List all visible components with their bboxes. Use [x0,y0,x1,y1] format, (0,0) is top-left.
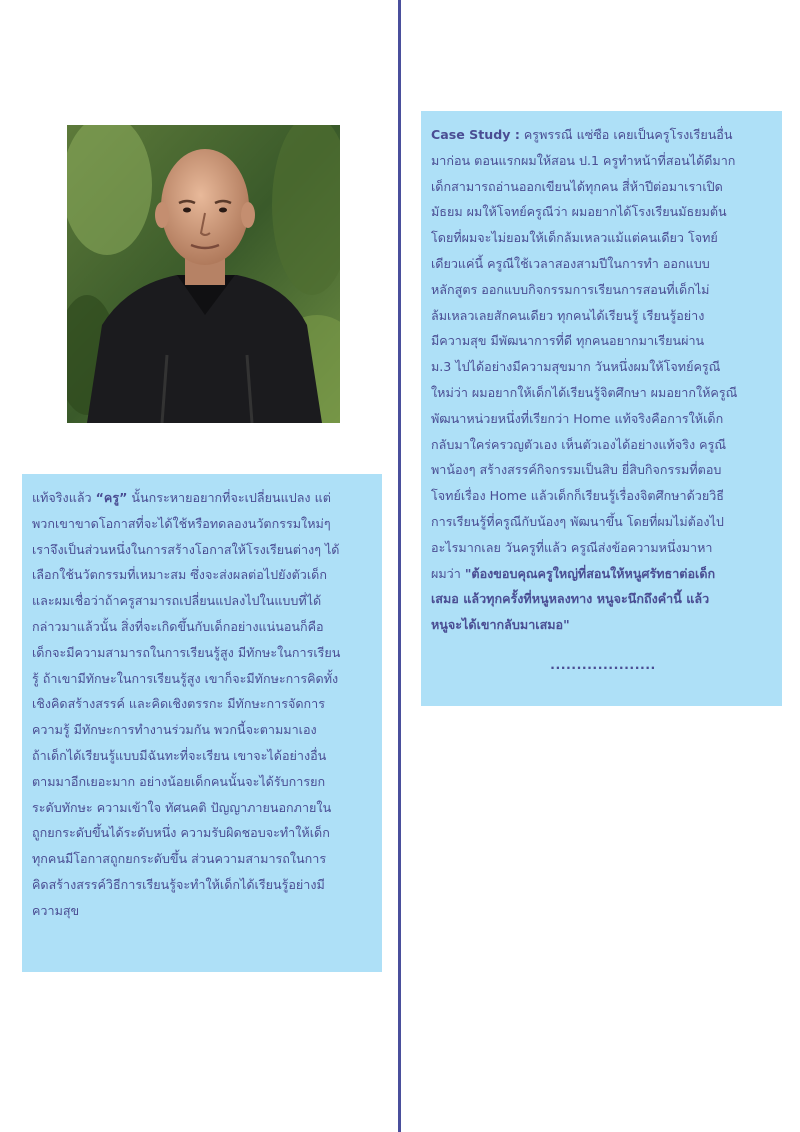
quote-text: เสมอ แล้วทุกครั้งที่หนูหลงทาง หนูจะนึกถึงคำนี้ แล้ว [431,591,710,607]
text-line: มาก่อน ตอนแรกผมให้สอน ป.1 ครูทำหน้าที่สอนได้ดีมาก [431,152,736,168]
case-study-first-line [431,122,775,148]
text-line: ถูกยกระดับขึ้นได้ระดับหนึ่ง ความรับผิดชอบจะทำให้เด็ก [32,825,330,841]
intro-keyword: “ครู” [95,490,128,505]
text-line: ระดับทักษะ ความเข้าใจ ทัศนคติ ปัญญาภายนอกภายใน [32,799,332,815]
text-line: พวกเขาขาดโอกาสที่จะได้ใช้หรือทดลองนวัตกรรมใหม่ๆ [32,515,331,531]
vertical-divider [398,0,401,1132]
text-line: เดียวแค่นี้ ครูณีใช้เวลาสองสามปีในการทำ ออกแบบ [431,255,710,271]
text-line: ทุกคนมีโอกาสถูกยกระดับขึ้น ส่วนความสามารถในการ [32,851,327,867]
case-study-box [421,111,782,706]
text-line: รู้ ถ้าเขามีทักษะในการเรียนรู้สูง เขาก็จะมีทักษะการคิดทั้ง [32,670,339,686]
text-line: เราจึงเป็นส่วนหนึ่งในการสร้างโอกาสให้โรงเรียนต่างๆ ได้ [32,541,340,557]
ellipsis-separator: .................... [550,656,656,672]
text-line: มัธยม ผมให้โจทย์ครูณีว่า ผมอยากได้โรงเรียนมัธยมต้น [431,204,727,220]
text-line: หลักสูตร ออกแบบกิจกรรมการเรียนการสอนที่เด็กไม่ [431,281,710,297]
text-line: ครูพรรณี แซ่ซือ เคยเป็นครูโรงเรียนอื่น [519,127,733,142]
text-line: อะไรมากเลย วันครูที่แล้ว ครูณีส่งข้อความหนึ่งมาหา [431,539,713,555]
text-line: เด็กสามารถอ่านออกเขียนได้ทุกคน สี่ห้าปีต่อมาเราเปิด [431,178,723,194]
text-line: ผมว่า [431,565,465,581]
text-line: และผมเชื่อว่าถ้าครูสามารถเปลี่ยนแปลงไปในแบบที่ได้ [32,593,322,609]
quote-first-line [431,561,775,587]
text-line: พัฒนาหน่วยหนึ่งที่เรียกว่า Home แท้จริงคือการให้เด็ก [431,410,724,426]
quote-text: "ต้องขอบคุณครูใหญ่ที่สอนให้หนูศรัทธาต่อเด็ก [464,565,716,581]
portrait-photo [67,125,340,423]
text-line: กลับมาใคร่ครวญตัวเอง เห็นตัวเองได้อย่างแท้จริง ครูณี [431,436,727,452]
text-line: กล่าวมาแล้วนั้น สิ่งที่จะเกิดขึ้นกับเด็กอย่างแน่นอนก็คือ [32,618,324,634]
text-line: ใหม่ว่า ผมอยากให้เด็กได้เรียนรู้จิตศึกษา ผมอยากให้ครูณี [431,384,738,400]
text-line: คิดสร้างสรรค์วิธีการเรียนรู้จะทำให้เด็กได้เรียนรู้อย่างมี [32,876,325,892]
text-line: โดยที่ผมจะไม่ยอมให้เด็กล้มเหลวแม้แต่คนเดียว โจทย์ [431,230,718,246]
text-line: ความรู้ มีทักษะการทำงานร่วมกัน พวกนี้จะตามมาเอง [32,722,317,738]
text-line: ล้มเหลวเลยสักคนเดียว ทุกคนได้เรียนรู้ เรียนรู้อย่าง [431,307,705,323]
text-line: เด็กจะมีความสามารถในการเรียนรู้สูง มีทักษะในการเรียน [32,644,341,660]
intro-first-line [32,485,376,511]
text-line: การเรียนรู้ที่ครูณีกับน้องๆ พัฒนาขึ้น โดยที่ผมไม่ต้องไป [431,513,724,529]
intro-text-box [22,474,382,972]
text-line: เลือกใช้นวัตกรรมที่เหมาะสม ซึ่งจะส่งผลต่อไปยังตัวเด็ก [32,567,327,583]
intro-lead: แท้จริงแล้ว [32,490,96,505]
text-line: ม.3 ไปได้อย่างมีความสุขมาก วันหนึ่งผมให้โจทย์ครูณี [431,359,721,375]
text-line: ความสุข [32,902,80,918]
text-line: ถ้าเด็กได้เรียนรู้แบบมีฉันทะที่จะเรียน เขาจะได้อย่างอื่น [32,747,327,763]
text-line: พาน้องๆ สร้างสรรค์กิจกรรมเป็นสิบ ยี่สิบกิจกรรมที่ตอบ [431,462,722,478]
quote-text: หนูจะได้เขากลับมาเสมอ" [431,617,570,633]
intro-paragraph [32,485,376,924]
case-study-label: Case Study : [431,127,520,142]
text-line: โจทย์เรื่อง Home แล้วเด็กก็เรียนรู้เรื่องจิตศึกษาด้วยวิธี [431,488,724,504]
case-study-paragraph [431,122,775,638]
text-line: เชิงคิดสร้างสรรค์ และคิดเชิงตรรกะ มีทักษะการจัดการ [32,696,325,712]
text-line: ตามมาอีกเยอะมาก อย่างน้อยเด็กคนนั้นจะได้รับการยก [32,773,326,789]
portrait-illustration [67,125,340,423]
text-line: นั้นกระหายอยากที่จะเปลี่ยนแปลง แต่ [127,490,331,505]
text-line: มีความสุข มีพัฒนาการที่ดี ทุกคนอยากมาเรียนผ่าน [431,333,705,349]
